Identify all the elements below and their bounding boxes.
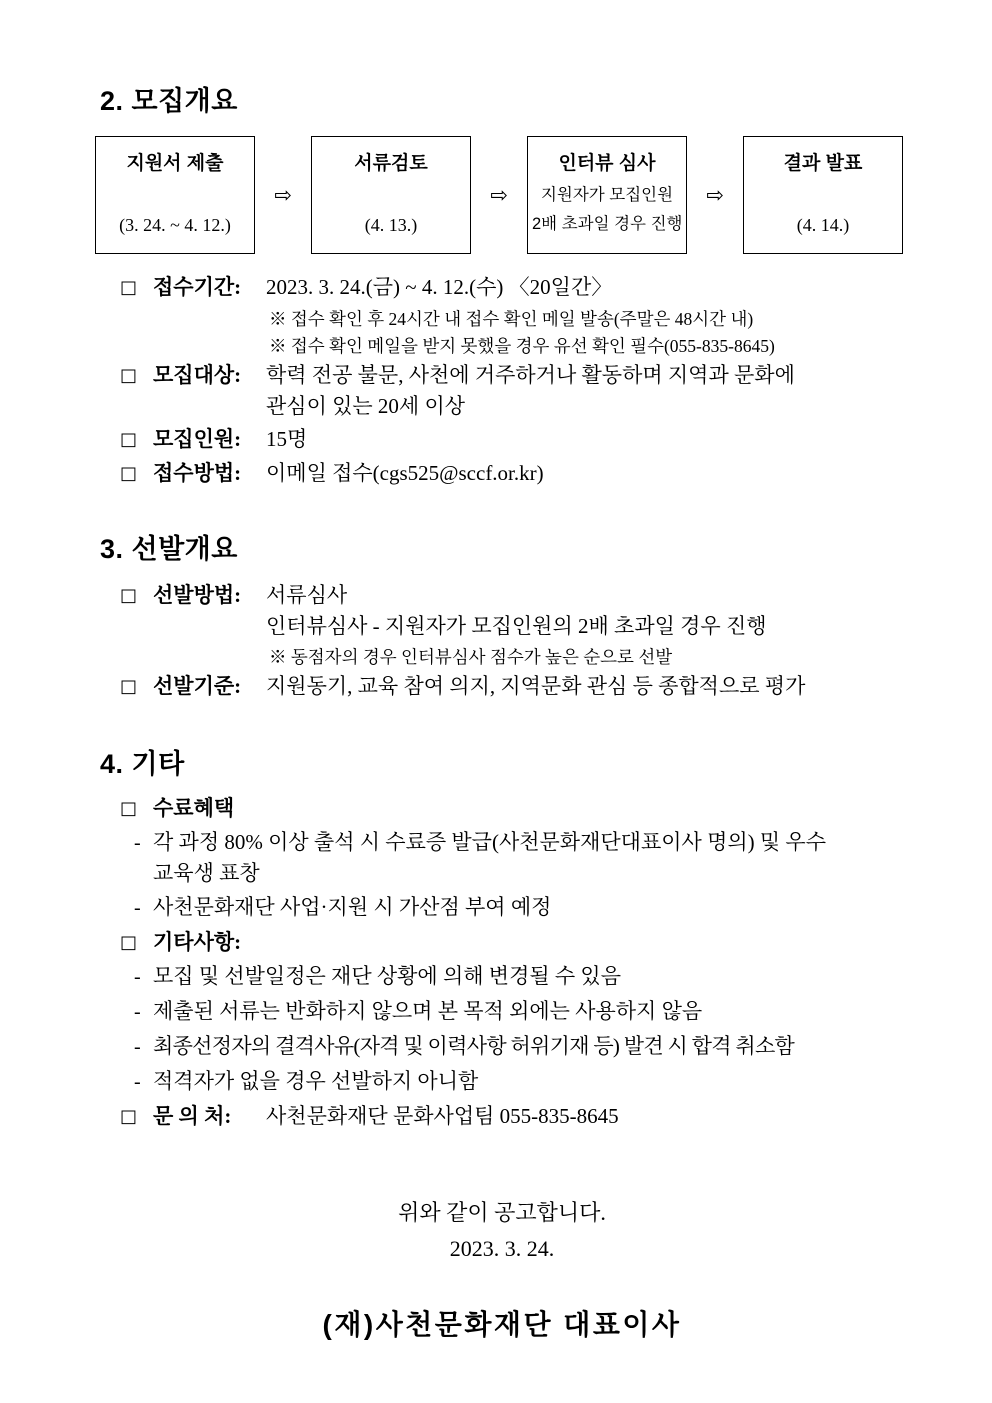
item-value: 15명: [266, 427, 308, 451]
flow-box-title: 인터뷰 심사: [558, 153, 656, 174]
item-note: ※ 접수 확인 후 24시간 내 접수 확인 메일 발송(주말은 48시간 내): [269, 309, 754, 329]
checkbox-icon: □: [120, 585, 138, 606]
item-value: 학력 전공 불문, 사천에 거주하거나 활동하며 지역과 문화에: [266, 363, 795, 387]
checkbox-icon: □: [120, 277, 138, 298]
dash-icon: -: [134, 832, 141, 854]
row-contact: [100, 1101, 904, 1133]
flow-box-date: (4. 14.): [796, 215, 850, 235]
item-value: 2023. 3. 24.(금) ~ 4. 12.(수) 〈20일간〉: [266, 275, 613, 299]
dash-icon: -: [134, 966, 141, 988]
misc-item-no-selection: [100, 1066, 904, 1098]
section-overview-heading: 2. 모집개요: [100, 86, 238, 116]
list-item-text: 사천문화재단 사업·지원 시 가산점 부여 예정: [153, 895, 552, 919]
item-label: 접수방법:: [153, 461, 242, 485]
list-item-text: 최종선정자의 결격사유(자격 및 이력사항 허위기재 등) 발견 시 합격 취소함: [153, 1034, 795, 1058]
section-etc-heading: 4. 기타: [100, 749, 185, 779]
flow-box-condition: 2배 초과일 경우 진행: [532, 215, 683, 233]
row-recruitment-target: [100, 360, 904, 422]
flow-box-title: 결과 발표: [783, 153, 863, 174]
list-item-text: 모집 및 선발일정은 재단 상황에 의해 변경될 수 있음: [153, 964, 622, 988]
item-value: 이메일 접수(cgs525@sccf.or.kr): [266, 461, 544, 485]
item-label: 수료혜택: [153, 796, 235, 820]
flow-arrow-icon: ⇨: [490, 183, 508, 207]
item-value: 관심이 있는 20세 이상: [266, 394, 466, 418]
item-label: 선발방법:: [153, 583, 242, 607]
footer-announcement: 위와 같이 공고합니다.: [398, 1200, 606, 1225]
item-value: 지원동기, 교육 참여 의지, 지역문화 관심 등 종합적으로 평가: [266, 674, 806, 698]
flow-box-interview: [527, 136, 687, 254]
misc-item-disqualification: [100, 1031, 904, 1063]
footer: [100, 1195, 904, 1343]
item-value: 인터뷰심사 - 지원자가 모집인원의 2배 초과일 경우 진행: [266, 614, 767, 638]
flow-box-document-review: [311, 136, 471, 254]
list-item-text: 제출된 서류는 반화하지 않으며 본 목적 외에는 사용하지 않음: [153, 999, 703, 1023]
dash-icon: -: [134, 897, 141, 919]
flow-arrow-icon: ⇨: [706, 183, 724, 207]
checkbox-icon: □: [120, 932, 138, 953]
list-item-text: 적격자가 없을 경우 선발하지 아니함: [153, 1069, 479, 1093]
checkbox-icon: □: [120, 429, 138, 450]
dash-icon: -: [134, 1001, 141, 1023]
row-selection-method: [100, 580, 904, 642]
footer-date: 2023. 3. 24.: [449, 1236, 555, 1261]
flow-arrow-icon: ⇨: [274, 183, 292, 207]
benefit-item-certificate: [100, 827, 904, 889]
row-misc-notes: [100, 927, 904, 959]
flow-box-application: [95, 136, 255, 254]
misc-item-schedule-change: [100, 961, 904, 993]
row-selection-criteria: [100, 671, 904, 703]
row-selection-method-note: [100, 644, 904, 671]
item-label: 기타사항:: [153, 930, 242, 954]
item-note: ※ 접수 확인 메일을 받지 못했을 경우 유선 확인 필수(055-835-8645): [269, 336, 775, 356]
flow-box-date: (3. 24. ~ 4. 12.): [119, 215, 231, 235]
item-label: 접수기간:: [153, 275, 242, 299]
list-item-text: 교육생 표창: [153, 861, 260, 885]
section-selection-heading: 3. 선발개요: [100, 534, 238, 564]
item-label: 선발기준:: [153, 674, 242, 698]
checkbox-icon: □: [120, 365, 138, 386]
row-reception-period-notes: [100, 306, 904, 360]
footer-signature: (재)사천문화재단 대표이사: [322, 1309, 682, 1340]
row-completion-benefit: [100, 793, 904, 825]
item-label: 모집대상:: [153, 363, 242, 387]
checkbox-icon: □: [120, 798, 138, 819]
item-value: 사천문화재단 문화사업팀 055-835-8645: [266, 1104, 619, 1128]
item-label: 모집인원:: [153, 427, 242, 451]
row-recruitment-headcount: [100, 424, 904, 456]
flow-box-title: 서류검토: [354, 153, 428, 174]
flow-box-title: 지원서 제출: [126, 153, 224, 174]
flow-box-date: (4. 13.): [364, 215, 418, 235]
item-value: 서류심사: [266, 583, 348, 607]
dash-icon: -: [134, 1036, 141, 1058]
checkbox-icon: □: [120, 1106, 138, 1127]
checkbox-icon: □: [120, 676, 138, 697]
item-label: 문 의 처:: [153, 1104, 232, 1128]
item-note: ※ 동점자의 경우 인터뷰심사 점수가 높은 순으로 선발: [269, 647, 673, 667]
checkbox-icon: □: [120, 463, 138, 484]
flow-box-result: [743, 136, 903, 254]
benefit-item-bonus-points: [100, 892, 904, 924]
recruitment-flow-diagram: [95, 136, 903, 254]
misc-item-no-return: [100, 996, 904, 1028]
flow-box-condition: 지원자가 모집인원: [540, 186, 674, 204]
list-item-text: 각 과정 80% 이상 출석 시 수료증 발급(사천문화재단대표이사 명의) 및 우수: [153, 830, 826, 854]
dash-icon: -: [134, 1071, 141, 1093]
row-reception-period: [100, 272, 904, 304]
row-reception-method: [100, 458, 904, 490]
